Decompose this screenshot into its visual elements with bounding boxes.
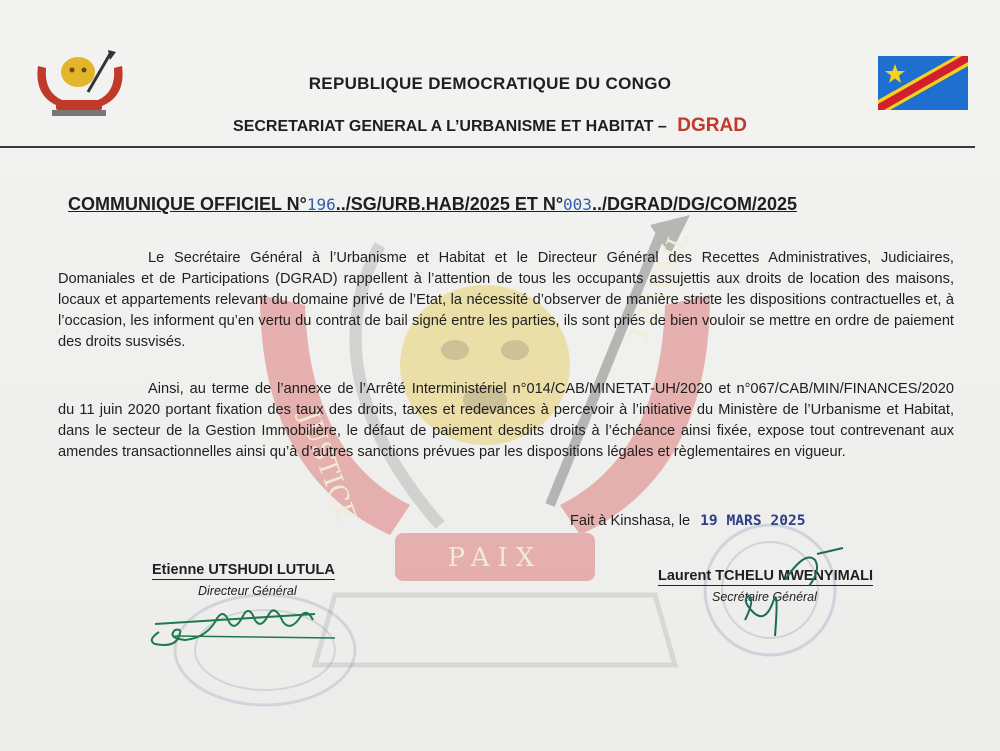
ministry-heading (0, 115, 980, 137)
paragraph-2-text: Ainsi, au terme de l’annexe de l’Arrêté Interministériel n°014/CAB/MINETAT-UH/2020 et n°067/CAB/MIN/FINANCES/2020 du 11 juin 2020 portant fixation des taux des droits, taxes et redevances à percevoir à l’initiative du Ministère de l’Urbanisme et Habitat, dans le secteur de la Gestion Immobilière, le défaut de paiement desdits droits à l’échéance ainsi fixée, expose tout contrevenant aux amendes transactionnelles ainsi qu’à d’autres sanctions prévues par les dispositions légales et règlementaires en vigueur. (58, 381, 954, 460)
country-heading: REPUBLIQUE DEMOCRATIQUE DU CONGO (308, 74, 672, 93)
signatory-left-title: Directeur Général (198, 584, 297, 598)
communique-middle: ../SG/URB.HAB/2025 ET N° (335, 194, 564, 214)
signatory-right-title: Secrétaire Général (712, 590, 817, 604)
communique-number-1: 196 (306, 195, 336, 214)
paragraph-1-text: Le Secrétaire Général à l’Urbanisme et Habitat et le Directeur Général des Recettes Administratives, Judiciaires, Domaniales et de Participations (DGRAD) rappellent à l’attention de tous les occupants assujettis aux droits de location des maisons, locaux et appartements relevant du domaine privé de l’Etat, la nécessité d’observer de manière stricte les dispositions contractuelles et, à l’occasion, les informent qu’en vertu du contrat de bail signé entre les parties, ils sont priés de bien vouloir se mettre en ordre de paiement des droits susvisés. (58, 250, 954, 350)
signature-right (725, 540, 855, 650)
communique-number-2: 003 (563, 195, 592, 214)
communique-title (68, 194, 918, 215)
signatory-left-name: Etienne UTSHUDI LUTULA (152, 562, 335, 578)
motto-center: PAIX (447, 543, 543, 573)
motto-left: JUSTICE (293, 407, 362, 528)
motto-right: TRAVAIL (623, 227, 696, 348)
agency-logo-text: DGRAD (677, 115, 747, 136)
body-paragraph (58, 379, 954, 463)
body-paragraph (58, 248, 954, 353)
ministry-label: SECRETARIAT GENERAL A L’URBANISME ET HABITAT – (233, 118, 667, 135)
signature-left (145, 592, 345, 652)
header-divider (0, 146, 975, 148)
signatory-right-name: Laurent TCHELU MWENYIMALI (658, 568, 874, 584)
communique-prefix: COMMUNIQUE OFFICIEL N° (68, 194, 307, 214)
date-stamp: 19 MARS 2025 (700, 512, 806, 529)
communique-suffix: ../DGRAD/DG/COM/2025 (591, 194, 797, 214)
place-label: Fait à Kinshasa, le (570, 513, 691, 529)
